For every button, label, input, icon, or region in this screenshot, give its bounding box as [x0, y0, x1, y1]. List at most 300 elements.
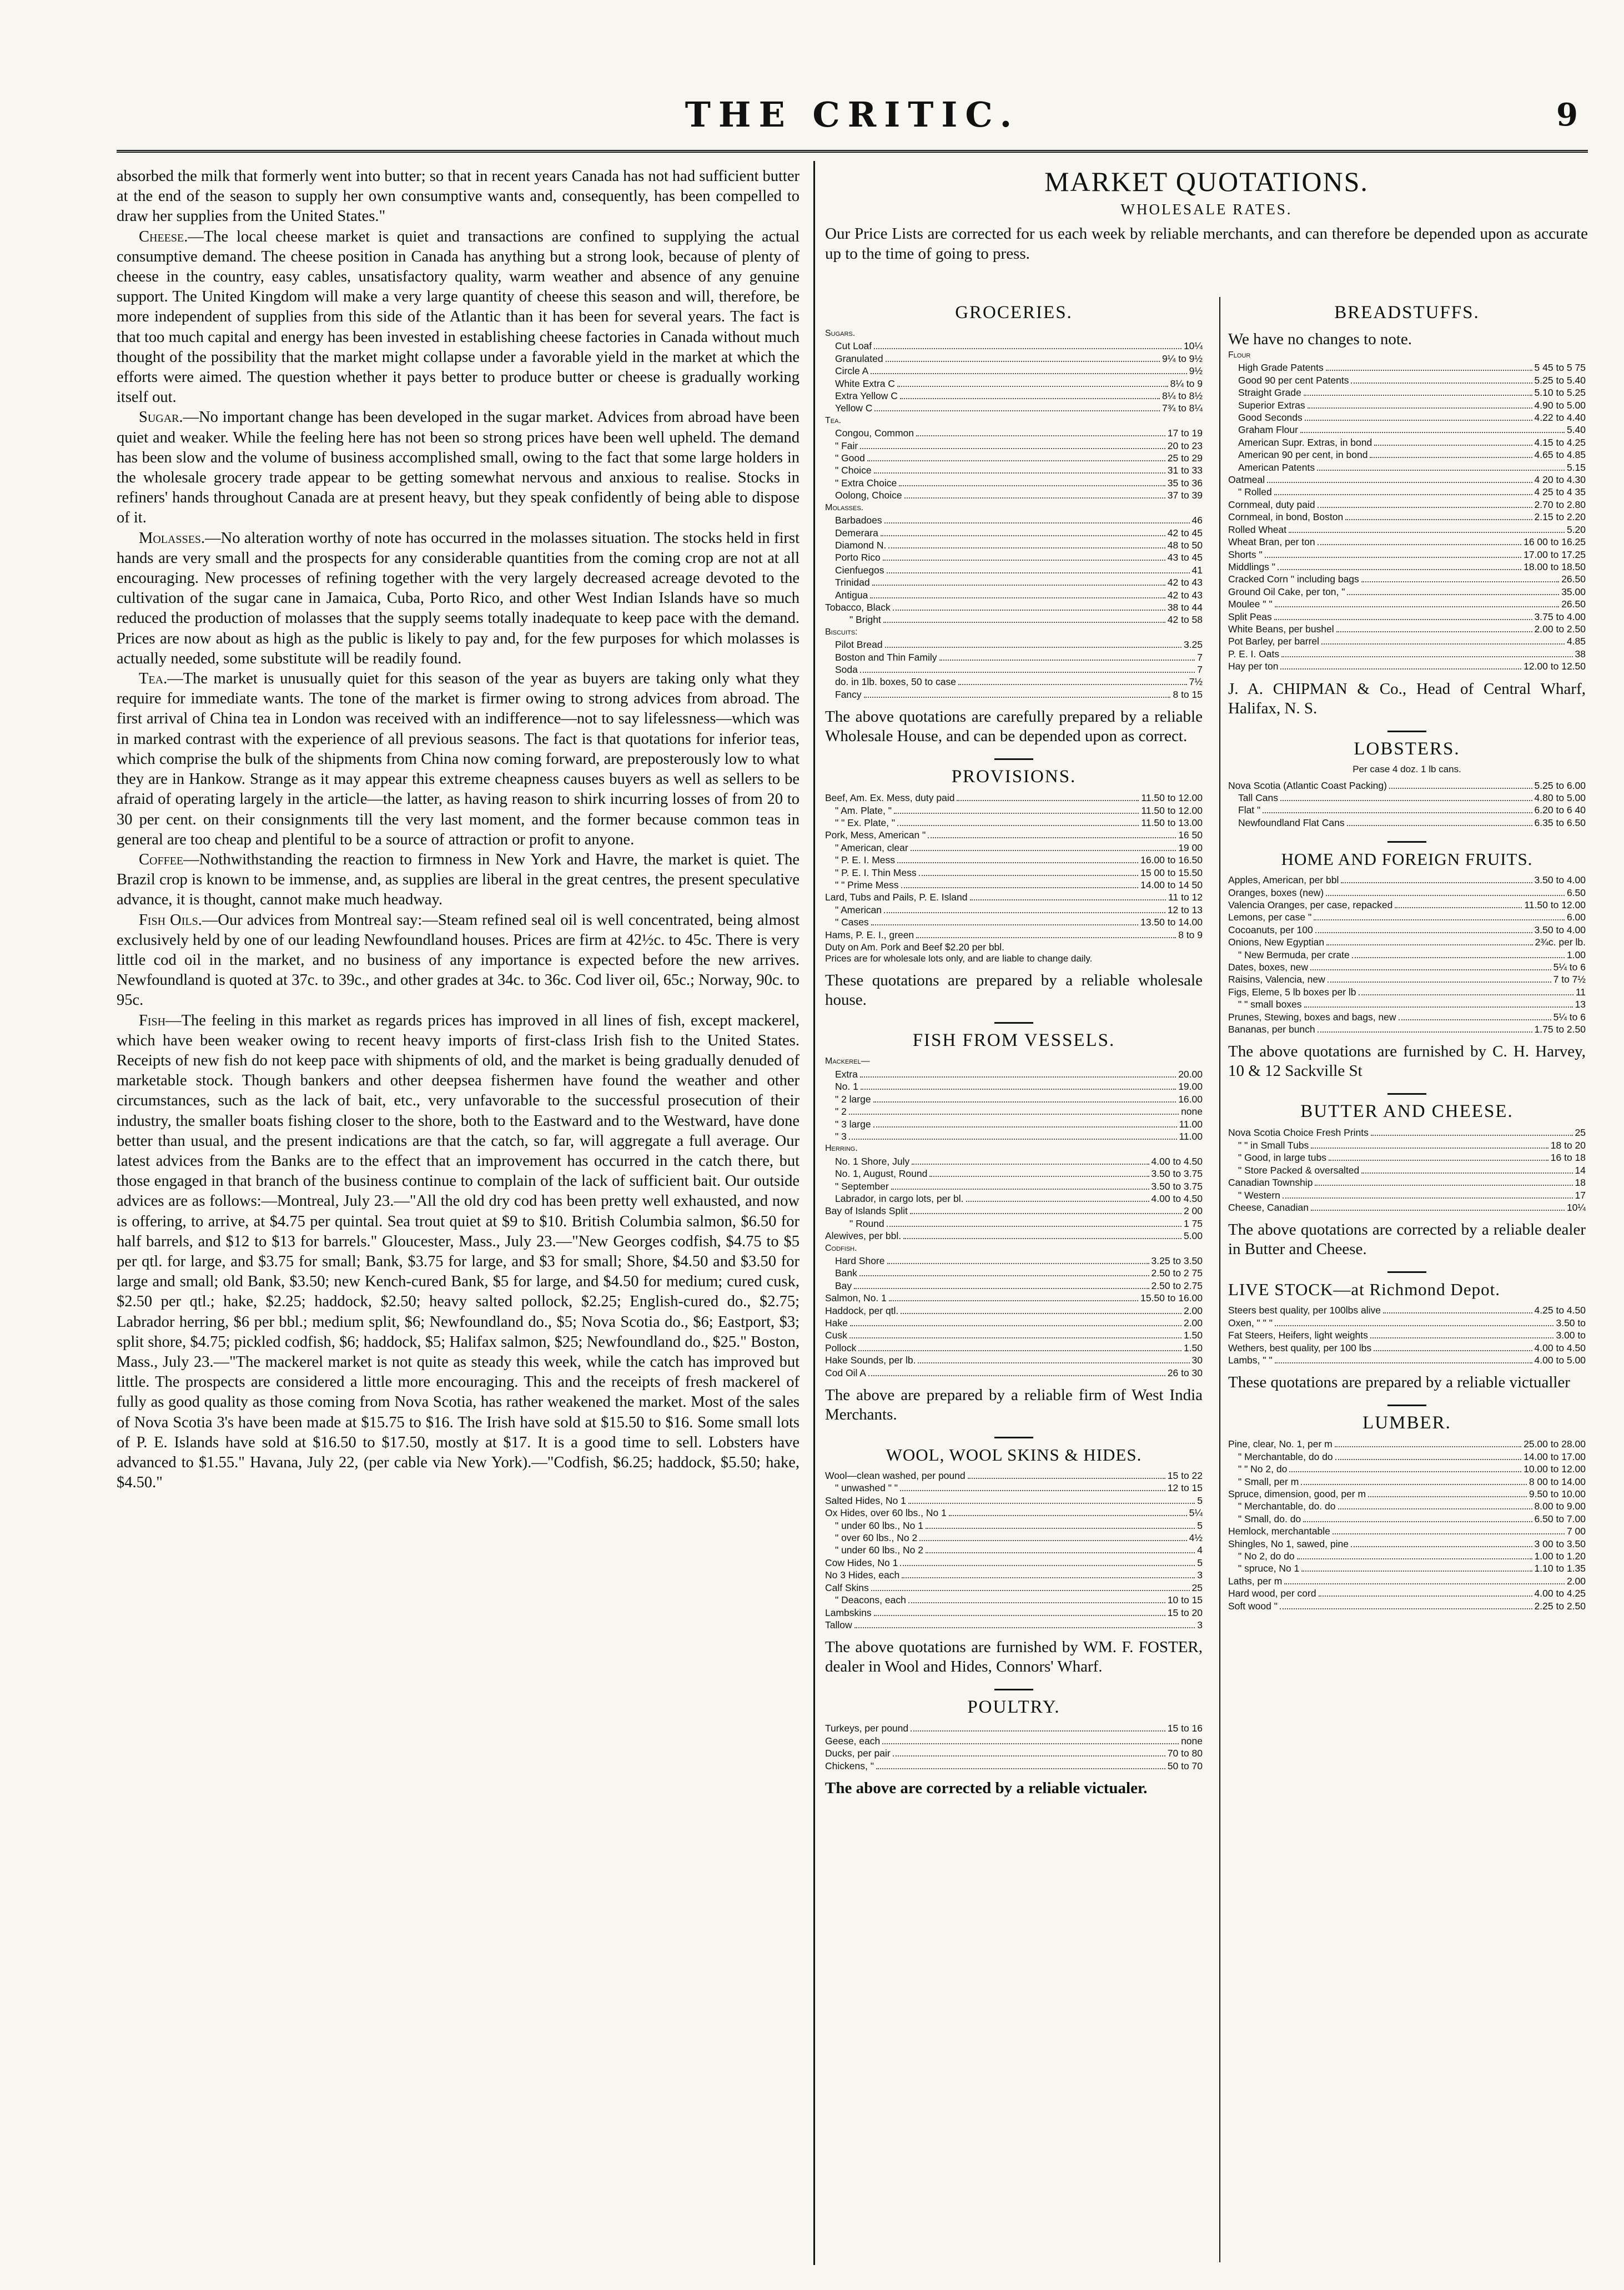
paragraph-lead: Coffee: [139, 850, 184, 868]
price-item: " New Bermuda, per crate: [1238, 949, 1350, 960]
leader-dots: [1297, 1558, 1532, 1559]
leader-dots: [1301, 1484, 1527, 1485]
price-item: Extra Yellow C: [835, 390, 898, 402]
leader-dots: [1300, 432, 1565, 433]
groceries-section: [825, 303, 1203, 746]
price-item: " under 60 lbs., No 1: [835, 1519, 923, 1531]
price-row: [1228, 1189, 1586, 1201]
fruits-table: [1228, 874, 1586, 1035]
price-value: 25: [1575, 1127, 1586, 1139]
price-item: Hams, P. E. I., green: [825, 929, 914, 940]
price-row: [825, 1105, 1203, 1118]
price-item: Newfoundland Flat Cans: [1238, 817, 1345, 828]
price-value: 8¼ to 9: [1170, 378, 1203, 389]
price-value: 3: [1197, 1569, 1203, 1581]
price-value: 15 to 16: [1167, 1723, 1203, 1734]
price-row: [825, 601, 1203, 613]
price-item: Straight Grade: [1238, 387, 1301, 399]
leader-dots: [897, 386, 1168, 387]
leader-dots: [1326, 895, 1565, 896]
price-value: 3.50 to 4.00: [1534, 874, 1586, 886]
price-row: [1228, 474, 1586, 486]
price-value: 26.50: [1561, 598, 1586, 610]
price-item: " P. E. I. Thin Mess: [835, 867, 917, 878]
lobsters-sub: Per case 4 doz. 1 lb cans.: [1353, 763, 1461, 774]
price-row: [825, 564, 1203, 576]
leader-dots: [900, 398, 1160, 399]
price-item: Shingles, No 1, sawed, pine: [1228, 1538, 1349, 1549]
price-item: Lambs, " ": [1228, 1354, 1273, 1366]
price-value: 5: [1197, 1557, 1203, 1568]
section-title: FISH FROM VESSELS.: [912, 1030, 1115, 1051]
leader-dots: [900, 1490, 1165, 1491]
price-item: Fancy: [835, 688, 862, 700]
paragraph-lead: Fish: [139, 1011, 166, 1029]
price-row: [1228, 986, 1586, 998]
price-row: [825, 365, 1203, 377]
price-item: White Beans, per bushel: [1228, 623, 1334, 635]
price-item: Hemlock, merchantable: [1228, 1526, 1330, 1537]
price-row: [825, 1354, 1203, 1366]
leader-dots: [1336, 631, 1532, 632]
price-row: [825, 390, 1203, 402]
price-item: " spruce, No 1: [1238, 1563, 1300, 1574]
price-value: 5: [1197, 1494, 1203, 1506]
price-item: White Extra C: [835, 378, 895, 389]
price-item: No. 1 Shore, July: [835, 1155, 910, 1167]
price-item: Nova Scotia (Atlantic Coast Packing): [1228, 779, 1387, 791]
price-item: " American: [835, 904, 882, 915]
price-value: 20.00: [1178, 1068, 1203, 1080]
price-item: Bank: [835, 1267, 857, 1279]
price-item: Oxen, " " ": [1228, 1317, 1273, 1328]
price-row: [825, 1242, 1203, 1255]
price-row: [825, 378, 1203, 390]
price-item: Prunes, Stewing, boxes and bags, new: [1228, 1011, 1396, 1023]
price-row: [1228, 1329, 1586, 1341]
price-value: 16.00: [1178, 1093, 1203, 1105]
price-item: Bananas, per bunch: [1228, 1024, 1315, 1035]
price-item: Rolled Wheat: [1228, 524, 1287, 535]
price-row: [825, 1532, 1203, 1544]
leader-dots: [1278, 569, 1521, 570]
price-row: [825, 1292, 1203, 1304]
price-item: American 90 per cent, in bond: [1238, 449, 1368, 461]
price-value: 26 to 30: [1167, 1367, 1203, 1378]
leader-dots: [887, 1226, 1181, 1227]
price-row: [1228, 1550, 1586, 1562]
leader-dots: [1368, 1496, 1527, 1497]
paragraph-text: —No alteration worthy of note has occurred in the molasses situation. The stocks held in first hands are very small and the prospects for any considerable quantities from the coming crop are not at all encouraging. New processes of refining together with the very largely decreased acreage devoted to the cultivation of the sugar cane in Jamaica, Cuba, Porto Rico, and other West Indian Islands have so much reduced the production of molasses that the supply seems totally inadequate to keep pace with the demand. Prices are now about as high as the public is likely to pay and, for the few purposes for which molasses is actually needed, some substitute will be readily found.: [117, 529, 800, 667]
page-number: 9: [1556, 97, 1578, 133]
leader-dots: [1321, 643, 1565, 645]
price-row: [1228, 1600, 1586, 1612]
price-item: Tall Cans: [1238, 792, 1278, 803]
masthead: [117, 83, 1588, 153]
price-item: " P. E. I. Mess: [835, 854, 896, 866]
price-row: [825, 1130, 1203, 1143]
price-item: Flat ": [1238, 804, 1261, 816]
price-value: 3.50 to 3.75: [1151, 1168, 1203, 1180]
paragraph-text: —The local cheese market is quiet and transactions are confined to supplying the actual consumptive demand. The cheese position in Canada has anything but a strong look, because of plenty of cheese in the country, easy cables, unsatisfactory quality, warm weather and absence of any genuine support. The United Kingdom will make a very large quantity of cheese this season and will, therefore, be more independent of supplies from this side of the Atlantic than it has been for several years. The fact is that too much capital and energy has been invested in establishing cheese factories in Canada without much thought of the possibility that the market might collapse under a favorable yield in the market at which the efforts were aimed. The question whether it pays better to produce butter or cheese is gradually working itself out.: [117, 228, 800, 406]
price-value: 4½: [1189, 1532, 1203, 1544]
price-value: 8.00 to 9.00: [1534, 1501, 1586, 1512]
leader-dots: [1374, 445, 1532, 446]
leader-dots: [1274, 494, 1532, 495]
leader-dots: [894, 813, 1139, 814]
leader-dots: [901, 1313, 1181, 1314]
price-row: [1228, 411, 1586, 424]
poultry-table: [825, 1722, 1203, 1772]
price-value: 4.00 to 4.50: [1151, 1192, 1203, 1204]
section-divider: [994, 1437, 1033, 1438]
price-value: 13.50 to 14.00: [1140, 917, 1203, 928]
price-item: Hake: [825, 1317, 848, 1328]
price-value: 5¼: [1189, 1507, 1203, 1519]
price-item: Tallow: [825, 1619, 852, 1630]
price-row: [825, 651, 1203, 663]
price-row: [1228, 461, 1586, 474]
price-value: 11.50 to 12.00: [1141, 792, 1203, 804]
price-value: 8 to 15: [1173, 688, 1203, 700]
price-row: [825, 1367, 1203, 1379]
leader-dots: [919, 875, 1138, 876]
section-title: LUMBER.: [1362, 1413, 1451, 1433]
market-quotations-column: [813, 161, 1588, 2265]
price-value: 38: [1575, 648, 1586, 660]
leader-dots: [1370, 457, 1532, 458]
price-row: [825, 589, 1203, 601]
price-value: 11.50 to 13.00: [1141, 817, 1203, 828]
paragraph-text: —The market is unusually quiet for this season of the year as buyers are taking only what they require for immediate wants. The tone of the market is firmer owing to strong advices from abroad. The first arrival of China tea in London was received with an indifference—not to say lifelessness—which was in marked contrast with the experience of all previous seasons. The fact is that quotations for inferior teas, which comprise the bulk of the shipments from China now coming forward, are preposterously low to what they are in Hankow. Strange as it may appear this extreme cheapness causes buyers as well as sellers to be afraid of operating largely in the article—the latter, as having reason to shirk incurring losses of from 20 to 30 per cent. on their consignments till the very last moment, and the former because common teas in general are too cheap and plentiful to be a source of attraction or profit to anyone.: [117, 670, 800, 848]
price-item: Fat Steers, Heifers, light weights: [1228, 1330, 1368, 1341]
price-item: Cornmeal, in bond, Boston: [1228, 511, 1344, 523]
price-value: 3.50 to: [1556, 1317, 1586, 1328]
price-item: Moulee " ": [1228, 598, 1273, 610]
price-row: [1228, 561, 1586, 573]
price-item: " Deacons, each: [835, 1594, 906, 1606]
price-row: [825, 1722, 1203, 1734]
leader-dots: [1361, 581, 1559, 582]
butter-table: [1228, 1126, 1586, 1214]
leader-dots: [1351, 382, 1532, 384]
price-row: [1228, 586, 1586, 598]
price-value: 1.00 to 1.20: [1534, 1551, 1586, 1562]
price-value: 4: [1197, 1544, 1203, 1556]
price-row: [825, 1143, 1203, 1155]
leader-dots: [888, 547, 1165, 548]
breadstuffs-section: [1228, 303, 1586, 718]
leader-dots: [1301, 1571, 1532, 1572]
price-value: 46: [1191, 515, 1203, 526]
leader-dots: [849, 1114, 1179, 1115]
price-value: 4.22 to 4.40: [1534, 412, 1586, 424]
price-row: [825, 1230, 1203, 1242]
price-row: [825, 1594, 1203, 1606]
price-item: " " Prime Mess: [835, 879, 899, 891]
price-value: 38 to 44: [1167, 601, 1203, 613]
price-row: [1228, 486, 1586, 498]
leader-dots: [1351, 1546, 1532, 1547]
leader-dots: [916, 435, 1165, 436]
price-item: Granulated: [835, 353, 883, 364]
price-row: [1228, 1587, 1586, 1599]
section-title: HOME AND FOREIGN FRUITS.: [1281, 849, 1533, 869]
price-item: " " No 2, do: [1238, 1463, 1288, 1475]
price-item: Superior Extras: [1238, 399, 1305, 411]
leader-dots: [968, 1478, 1165, 1479]
leader-dots: [949, 1515, 1187, 1516]
leader-dots: [849, 1139, 1177, 1140]
price-value: 7 to 7½: [1553, 974, 1586, 985]
leader-dots: [884, 912, 1165, 913]
price-row: [825, 1068, 1203, 1080]
leader-dots: [1318, 544, 1521, 545]
leader-dots: [957, 800, 1139, 801]
price-value: 6.00: [1566, 912, 1586, 923]
price-item: " Cases: [835, 917, 869, 928]
price-value: 11: [1575, 986, 1586, 998]
price-value: 7 00: [1566, 1526, 1586, 1537]
price-row: [1228, 611, 1586, 623]
price-item: Hay per ton: [1228, 661, 1279, 672]
price-row: [825, 1607, 1203, 1619]
price-value: 5.25 to 5.40: [1534, 374, 1586, 386]
price-row: [825, 502, 1203, 514]
price-value: 11.00: [1179, 1130, 1203, 1142]
price-value: 9¼ to 9½: [1162, 353, 1203, 364]
price-row: [1228, 1354, 1586, 1366]
leader-dots: [889, 1300, 1138, 1301]
price-row: [825, 353, 1203, 365]
price-row: [825, 1167, 1203, 1180]
price-item: Hard wood, per cord: [1228, 1588, 1316, 1599]
price-value: 19 00: [1178, 842, 1203, 853]
price-value: 9½: [1189, 365, 1203, 377]
leader-dots: [849, 1337, 1181, 1338]
price-row: [1228, 660, 1586, 672]
price-item: Herring.: [825, 1144, 858, 1154]
article-paragraph: [117, 227, 800, 408]
leader-dots: [868, 1375, 1165, 1376]
price-row: [825, 1569, 1203, 1581]
price-item: " Bright: [849, 614, 881, 626]
price-row: [825, 613, 1203, 626]
paragraph-lead: Fish Oils.: [139, 911, 202, 929]
price-value: 42 to 58: [1167, 614, 1203, 626]
price-value: 11.50 to 12.00: [1141, 804, 1203, 816]
price-row: [825, 842, 1203, 854]
section-note: The above quotations are furnished by C. H. Harvey, 10 & 12 Sackville St: [1228, 1043, 1586, 1080]
article-paragraph: [117, 910, 800, 1011]
price-value: 4.80 to 5.00: [1534, 792, 1586, 803]
price-item: " No 2, do do: [1238, 1551, 1295, 1562]
article-paragraph: [117, 167, 800, 227]
leader-dots: [908, 1503, 1195, 1504]
price-row: [1228, 598, 1586, 610]
leader-dots: [1329, 1160, 1548, 1161]
price-value: 14.00 to 14 50: [1140, 879, 1203, 891]
price-value: 11 to 12: [1168, 892, 1203, 903]
price-row: [825, 1482, 1203, 1494]
price-row: [825, 1267, 1203, 1279]
section-divider: [1387, 731, 1426, 732]
leader-dots: [919, 1540, 1186, 1541]
leader-dots: [1370, 1337, 1554, 1338]
leader-dots: [874, 410, 1160, 411]
price-row: [1228, 424, 1586, 436]
leader-dots: [1280, 668, 1521, 670]
price-value: 3.50 to 4.00: [1534, 924, 1586, 935]
price-item: Tea.: [825, 415, 841, 425]
price-row: [825, 1519, 1203, 1532]
leader-dots: [1310, 969, 1551, 970]
leader-dots: [902, 1577, 1195, 1578]
price-row: [825, 514, 1203, 526]
price-item: Trinidad: [835, 577, 870, 588]
leader-dots: [939, 660, 1195, 661]
price-item: " " small boxes: [1238, 999, 1302, 1010]
section-title: LOBSTERS.: [1354, 738, 1460, 759]
paragraph-text: —The feeling in this market as regards prices has improved in all lines of fish, except mackerel, which have been weaker owing to recent heavy imports of first-class Irish fish to the United States. Receipts of new fish do not keep pace with shipments of old, and the market is being gradually denuded of marketable stock. Though bankers and other deepsea fishermen have found the weather and other circumstances, such as the lack of bait, etc., very unfavorable to the successful prosecution of their industry, the smaller boats fishing closer to the shore, both to the Eastward and to the Westward, have done better than usual, and the present indications are that the catch, so far, will aggregate a full average. Our latest advices from the Banks are to the effect that an improvement has occurred in the catch there, but those engaged in that branch of the business continue to complain of the lack of sufficient bait. Our outside advices are as follows:—Montreal, July 23.—"All the old dry cod has been pretty well exhausted, and now is offering, to arrive, at $4.75 per quintal. Sea trout quiet at $9 to $10. British Columbia salmon, $6.50 for half barrels, and $12 to $13 for barrels." Gloucester, Mass., July 23.—"New Georges codfish, $4.75 to $5 per qtl. for large, and $3.75 for small; Bank, $3.75 for large, and $3 for small; Shore, $4.50 and $3.50 for large and small; old Bank, $3.50; new Kench-cured Bank, $5 for large, and $4.50 for medium; cured cusk, $2.50 per qtl.; hake, $2.25; haddock, $2.50; heavy salted pollock, $2.25; English-cured do., $2.75; Labrador herring, $6 per bbl.; medium split, $6; Newfoundland do., $5; Nova Scotia do., $6; Eastport, $3; split shore, $4.75; pickled codfish, $6; haddock, $5; Halifax salmon, $25; Newfoundland do., $25." Boston, Mass., July 23.—"The mackerel market is not quite as steady this week, while the catch has improved but little. The prospects are considered a little more encouraging. This and the receipts of fresh mackerel of fully as good quality as those coming from Nova Scotia, has rather weakened the market. Most of the sales of Nova Scotia 3's have been made at $15.75 to $16. The Irish have sold at $15.50 to $16. Some small lots of P. E. Islands have sold at $16.50 to $17.50, mostly at $17. It is a good time to sell. Lobsters have advanced to $1.55." Havana, July 22, (per cable via New York).—"Codfish, $6.25; haddock, $5.50; hake, $4.50.": [117, 1011, 800, 1492]
price-value: 9.50 to 10.00: [1529, 1488, 1586, 1499]
price-item: Demerara: [835, 527, 878, 538]
fruits-section: [1228, 849, 1586, 1081]
leader-dots: [911, 850, 1176, 851]
leader-dots: [1359, 994, 1573, 995]
leader-dots: [874, 472, 1165, 474]
price-item: No 3 Hides, each: [825, 1569, 900, 1581]
price-row: [1228, 1164, 1586, 1176]
section-divider: [1387, 841, 1426, 843]
price-row: [825, 1205, 1203, 1217]
provisions-table: [825, 792, 1203, 953]
provisions-section: [825, 767, 1203, 1010]
leader-dots: [1280, 800, 1532, 801]
leader-dots: [874, 348, 1181, 349]
price-row: [1228, 1562, 1586, 1574]
price-value: 4.00 to 4.50: [1534, 1342, 1586, 1353]
price-row: [825, 1093, 1203, 1105]
paragraph-text: —No important change has been developed in the sugar market. Advices from abroad have been quiet and weaker. While the feeling here has not been so strong prices have been well upheld. The demand has been slow and the volume of business accomplished small, owing to the fact that some large holders in the wholesale grocery trade appear to be getting somewhat nervous and anxious to realise. Stocks in refiners' hands throughout Canada are at present heavy, but they speak confidently of being able to dispose of it.: [117, 409, 800, 527]
price-item: Wethers, best quality, per 100 lbs: [1228, 1342, 1372, 1353]
price-row: [1228, 361, 1586, 374]
price-value: 30: [1191, 1355, 1203, 1366]
price-item: " September: [835, 1180, 889, 1192]
price-item: " Store Packed & oversalted: [1238, 1164, 1360, 1176]
price-row: [825, 539, 1203, 551]
leader-dots: [1315, 1185, 1572, 1186]
price-item: Oranges, boxes (new): [1228, 887, 1324, 898]
leader-dots: [903, 1238, 1181, 1239]
price-value: 10¼: [1183, 340, 1203, 352]
section-title: GROCERIES.: [955, 303, 1073, 323]
price-value: 3.25 to 3.50: [1151, 1255, 1203, 1266]
leader-dots: [1308, 407, 1532, 409]
price-row: [825, 638, 1203, 651]
price-item: Cheese, Canadian: [1228, 1201, 1309, 1213]
leader-dots: [882, 1743, 1179, 1744]
leader-dots: [874, 1615, 1165, 1616]
price-value: 16.00 to 16.50: [1140, 854, 1203, 866]
leader-dots: [873, 1101, 1176, 1103]
section-small-note: Prices are for wholesale lots only, and are liable to change daily.: [825, 953, 1093, 964]
leader-dots: [897, 825, 1139, 826]
butter-section: [1228, 1101, 1586, 1259]
price-item: No. 1, August, Round: [835, 1168, 928, 1180]
price-value: 8 00 to 14.00: [1529, 1476, 1586, 1487]
price-row: [1228, 911, 1586, 923]
price-row: [825, 440, 1203, 452]
price-row: [1228, 399, 1586, 411]
price-value: 19.00: [1178, 1081, 1203, 1093]
section-title: BUTTER AND CHEESE.: [1300, 1101, 1514, 1122]
price-value: 3.75 to 4.00: [1534, 611, 1586, 622]
breadstuffs-lead: We have no changes to note.: [1228, 330, 1412, 348]
price-row: [1228, 1023, 1586, 1035]
leader-dots: [1318, 1031, 1532, 1033]
price-item: Geese, each: [825, 1735, 881, 1747]
price-value: 11.00: [1179, 1118, 1203, 1130]
price-row: [1228, 623, 1586, 635]
price-row: [1228, 511, 1586, 523]
price-item: Sugars.: [825, 329, 856, 338]
price-row: [825, 1329, 1203, 1341]
leader-dots: [883, 622, 1165, 623]
market-quotations-title: MARKET QUOTATIONS.: [1044, 166, 1369, 197]
price-value: 1.50: [1183, 1330, 1203, 1341]
price-row: [1228, 1126, 1586, 1139]
section-note: These quotations are prepared by a reliable wholesale house.: [825, 972, 1203, 1009]
section-note: The above quotations are furnished by WM. F. FOSTER, dealer in Wool and Hides, Connors' Wharf.: [825, 1638, 1203, 1676]
price-item: Duty on Am. Pork and Beef $2.20 per bbl.: [825, 942, 1004, 953]
leader-dots: [887, 572, 1190, 573]
leader-dots: [1275, 1325, 1554, 1326]
price-item: Pot Barley, per barrel: [1228, 636, 1320, 647]
price-value: 7¾ to 8¼: [1162, 402, 1203, 414]
price-item: Haddock, per qtl.: [825, 1305, 899, 1316]
price-item: P. E. I. Oats: [1228, 648, 1280, 660]
price-row: [825, 464, 1203, 476]
leader-dots: [970, 899, 1167, 900]
price-item: " Round: [849, 1217, 884, 1229]
leader-dots: [871, 373, 1186, 374]
price-item: Bay: [835, 1280, 852, 1291]
leader-dots: [899, 485, 1165, 486]
leader-dots: [1317, 470, 1565, 471]
price-value: 2.00: [1183, 1317, 1203, 1328]
price-row: [825, 1192, 1203, 1205]
price-value: 6.50: [1566, 887, 1586, 898]
price-item: Wool—clean washed, per pound: [825, 1470, 966, 1482]
price-item: do. in 1lb. boxes, 50 to case: [835, 676, 956, 688]
price-item: Congou, Common: [835, 427, 914, 439]
leader-dots: [1275, 1362, 1532, 1363]
price-row: [825, 1582, 1203, 1594]
price-item: " unwashed " ": [835, 1482, 898, 1494]
price-value: 31 to 33: [1167, 465, 1203, 476]
price-item: " over 60 lbs., No 2: [835, 1532, 918, 1544]
paragraph-lead: Sugar.: [139, 409, 183, 426]
price-row: [825, 626, 1203, 638]
price-row: [1228, 386, 1586, 399]
section-divider: [994, 1022, 1033, 1024]
price-value: 4.15 to 4.25: [1534, 436, 1586, 448]
price-value: 1.00: [1566, 949, 1586, 960]
leader-dots: [858, 1350, 1181, 1351]
leader-dots: [1263, 812, 1532, 813]
price-row: [825, 340, 1203, 352]
